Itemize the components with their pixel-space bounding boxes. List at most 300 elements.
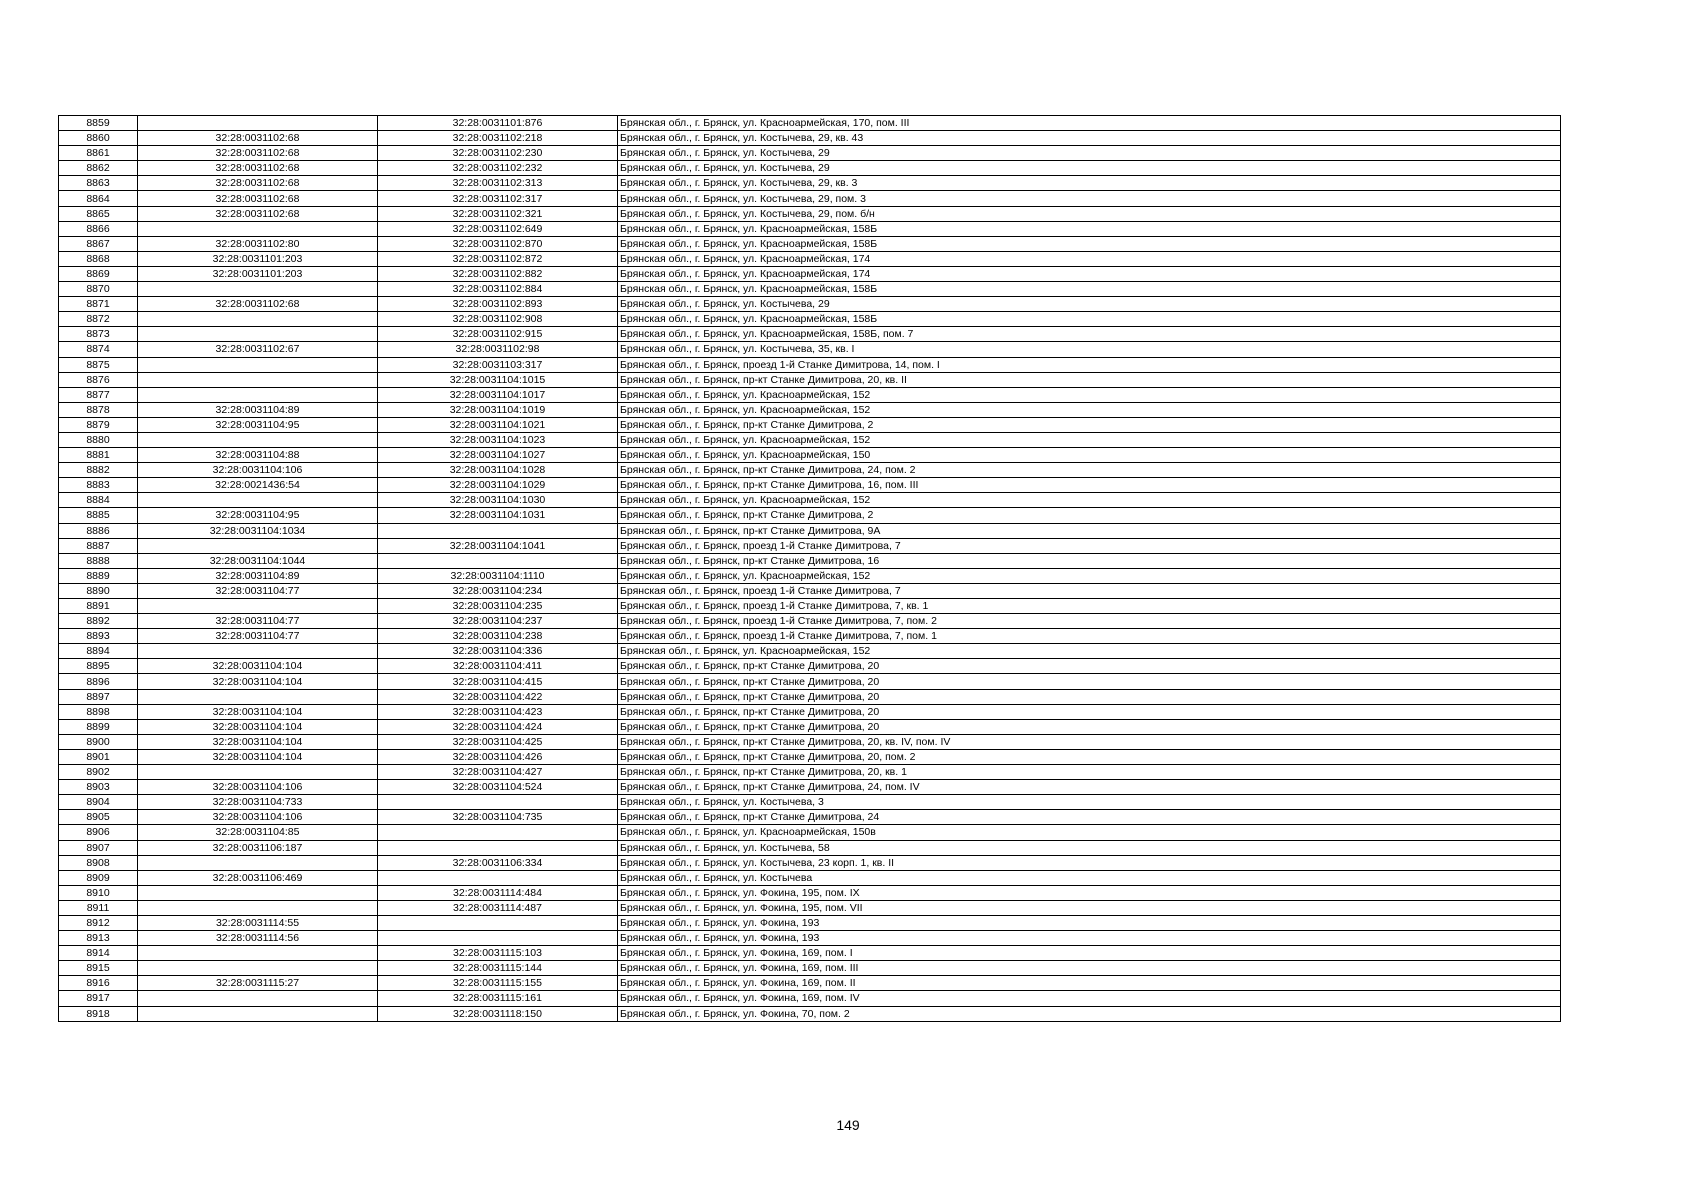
land-cadastral-number-cell: 32:28:0031102:68	[138, 161, 378, 176]
object-cadastral-number-cell: 32:28:0031102:884	[378, 282, 618, 297]
table-row	[59, 946, 1561, 961]
object-cadastral-number-cell: 32:28:0031102:218	[378, 131, 618, 146]
land-cadastral-number-cell	[138, 946, 378, 961]
row-number-cell: 8904	[59, 795, 138, 810]
object-cadastral-number-cell: 32:28:0031106:334	[378, 855, 618, 870]
address-cell: Брянская обл., г. Брянск, ул. Фокина, 169, пом. II	[618, 976, 1561, 991]
object-cadastral-number-cell	[378, 523, 618, 538]
table-row	[59, 991, 1561, 1006]
address-cell: Брянская обл., г. Брянск, ул. Костычева, 29, пом. б/н	[618, 206, 1561, 221]
address-cell: Брянская обл., г. Брянск, ул. Красноармейская, 158Б	[618, 221, 1561, 236]
row-number-cell: 8869	[59, 266, 138, 281]
land-cadastral-number-cell	[138, 387, 378, 402]
table-row	[59, 236, 1561, 251]
object-cadastral-number-cell: 32:28:0031115:103	[378, 946, 618, 961]
row-number-cell: 8874	[59, 342, 138, 357]
row-number-cell: 8909	[59, 870, 138, 885]
land-cadastral-number-cell	[138, 644, 378, 659]
table-row	[59, 931, 1561, 946]
address-cell: Брянская обл., г. Брянск, ул. Красноармейская, 152	[618, 432, 1561, 447]
object-cadastral-number-cell: 32:28:0031102:321	[378, 206, 618, 221]
address-cell: Брянская обл., г. Брянск, пр-кт Станке Димитрова, 20	[618, 689, 1561, 704]
object-cadastral-number-cell: 32:28:0031104:411	[378, 659, 618, 674]
address-cell: Брянская обл., г. Брянск, пр-кт Станке Димитрова, 24, пом. 2	[618, 463, 1561, 478]
row-number-cell: 8902	[59, 765, 138, 780]
row-number-cell: 8888	[59, 553, 138, 568]
row-number-cell: 8903	[59, 780, 138, 795]
address-cell: Брянская обл., г. Брянск, ул. Костычева, 29	[618, 146, 1561, 161]
table-row	[59, 357, 1561, 372]
table-row	[59, 568, 1561, 583]
address-cell: Брянская обл., г. Брянск, пр-кт Станке Димитрова, 16	[618, 553, 1561, 568]
address-cell: Брянская обл., г. Брянск, пр-кт Станке Димитрова, 24	[618, 810, 1561, 825]
row-number-cell: 8906	[59, 825, 138, 840]
address-cell: Брянская обл., г. Брянск, проезд 1-й Станке Димитрова, 7	[618, 583, 1561, 598]
address-cell: Брянская обл., г. Брянск, пр-кт Станке Димитрова, 20, кв. II	[618, 372, 1561, 387]
table-row	[59, 644, 1561, 659]
row-number-cell: 8898	[59, 704, 138, 719]
address-cell: Брянская обл., г. Брянск, ул. Красноармейская, 150	[618, 448, 1561, 463]
object-cadastral-number-cell	[378, 870, 618, 885]
land-cadastral-number-cell	[138, 1006, 378, 1021]
object-cadastral-number-cell: 32:28:0031104:1015	[378, 372, 618, 387]
row-number-cell: 8893	[59, 629, 138, 644]
object-cadastral-number-cell: 32:28:0031102:882	[378, 266, 618, 281]
address-cell: Брянская обл., г. Брянск, пр-кт Станке Димитрова, 20	[618, 719, 1561, 734]
object-cadastral-number-cell: 32:28:0031102:915	[378, 327, 618, 342]
row-number-cell: 8861	[59, 146, 138, 161]
object-cadastral-number-cell: 32:28:0031102:230	[378, 146, 618, 161]
table-row	[59, 508, 1561, 523]
address-cell: Брянская обл., г. Брянск, ул. Костычева, 29, пом. 3	[618, 191, 1561, 206]
object-cadastral-number-cell	[378, 931, 618, 946]
row-number-cell: 8892	[59, 614, 138, 629]
object-cadastral-number-cell: 32:28:0031102:98	[378, 342, 618, 357]
table-row	[59, 448, 1561, 463]
address-cell: Брянская обл., г. Брянск, ул. Красноармейская, 174	[618, 251, 1561, 266]
address-cell: Брянская обл., г. Брянск, проезд 1-й Станке Димитрова, 7, пом. 2	[618, 614, 1561, 629]
row-number-cell: 8911	[59, 900, 138, 915]
row-number-cell: 8870	[59, 282, 138, 297]
address-cell: Брянская обл., г. Брянск, проезд 1-й Станке Димитрова, 7, кв. 1	[618, 599, 1561, 614]
object-cadastral-number-cell: 32:28:0031104:735	[378, 810, 618, 825]
address-cell: Брянская обл., г. Брянск, ул. Фокина, 70, пом. 2	[618, 1006, 1561, 1021]
table-row	[59, 387, 1561, 402]
row-number-cell: 8873	[59, 327, 138, 342]
table-row	[59, 614, 1561, 629]
row-number-cell: 8917	[59, 991, 138, 1006]
land-cadastral-number-cell: 32:28:0031114:56	[138, 931, 378, 946]
land-cadastral-number-cell	[138, 991, 378, 1006]
row-number-cell: 8859	[59, 116, 138, 131]
land-cadastral-number-cell: 32:28:0031104:85	[138, 825, 378, 840]
address-cell: Брянская обл., г. Брянск, ул. Костычева, 29	[618, 297, 1561, 312]
table-row	[59, 629, 1561, 644]
address-cell: Брянская обл., г. Брянск, пр-кт Станке Димитрова, 24, пом. IV	[618, 780, 1561, 795]
address-cell: Брянская обл., г. Брянск, пр-кт Станке Димитрова, 20, кв. IV, пом. IV	[618, 734, 1561, 749]
object-cadastral-number-cell: 32:28:0031104:426	[378, 749, 618, 764]
object-cadastral-number-cell: 32:28:0031104:1028	[378, 463, 618, 478]
land-cadastral-number-cell: 32:28:0031104:104	[138, 719, 378, 734]
land-cadastral-number-cell: 32:28:0031104:104	[138, 704, 378, 719]
row-number-cell: 8867	[59, 236, 138, 251]
land-cadastral-number-cell	[138, 961, 378, 976]
address-cell: Брянская обл., г. Брянск, пр-кт Станке Димитрова, 20, пом. 2	[618, 749, 1561, 764]
registry-table-body	[59, 116, 1561, 1022]
row-number-cell: 8871	[59, 297, 138, 312]
row-number-cell: 8890	[59, 583, 138, 598]
address-cell: Брянская обл., г. Брянск, ул. Фокина, 193	[618, 915, 1561, 930]
land-cadastral-number-cell: 32:28:0031104:104	[138, 749, 378, 764]
table-row	[59, 372, 1561, 387]
object-cadastral-number-cell: 32:28:0031118:150	[378, 1006, 618, 1021]
object-cadastral-number-cell: 32:28:0031104:238	[378, 629, 618, 644]
object-cadastral-number-cell	[378, 795, 618, 810]
address-cell: Брянская обл., г. Брянск, проезд 1-й Станке Димитрова, 7, пом. 1	[618, 629, 1561, 644]
table-row	[59, 146, 1561, 161]
table-row	[59, 131, 1561, 146]
land-cadastral-number-cell	[138, 312, 378, 327]
object-cadastral-number-cell: 32:28:0031104:1027	[378, 448, 618, 463]
table-row	[59, 810, 1561, 825]
table-row	[59, 297, 1561, 312]
table-row	[59, 961, 1561, 976]
land-cadastral-number-cell: 32:28:0031104:1044	[138, 553, 378, 568]
land-cadastral-number-cell: 32:28:0031104:89	[138, 568, 378, 583]
table-row	[59, 478, 1561, 493]
table-row	[59, 116, 1561, 131]
object-cadastral-number-cell: 32:28:0031104:524	[378, 780, 618, 795]
table-row	[59, 900, 1561, 915]
object-cadastral-number-cell	[378, 915, 618, 930]
land-cadastral-number-cell: 32:28:0031115:27	[138, 976, 378, 991]
object-cadastral-number-cell: 32:28:0031104:422	[378, 689, 618, 704]
row-number-cell: 8897	[59, 689, 138, 704]
object-cadastral-number-cell: 32:28:0031114:484	[378, 885, 618, 900]
table-row	[59, 191, 1561, 206]
table-row	[59, 553, 1561, 568]
object-cadastral-number-cell: 32:28:0031115:155	[378, 976, 618, 991]
land-cadastral-number-cell: 32:28:0031102:67	[138, 342, 378, 357]
row-number-cell: 8914	[59, 946, 138, 961]
table-row	[59, 599, 1561, 614]
address-cell: Брянская обл., г. Брянск, ул. Красноармейская, 158Б	[618, 312, 1561, 327]
table-row	[59, 327, 1561, 342]
land-cadastral-number-cell	[138, 432, 378, 447]
object-cadastral-number-cell: 32:28:0031115:144	[378, 961, 618, 976]
address-cell: Брянская обл., г. Брянск, ул. Фокина, 169, пом. III	[618, 961, 1561, 976]
address-cell: Брянская обл., г. Брянск, пр-кт Станке Димитрова, 16, пом. III	[618, 478, 1561, 493]
row-number-cell: 8882	[59, 463, 138, 478]
row-number-cell: 8866	[59, 221, 138, 236]
address-cell: Брянская обл., г. Брянск, пр-кт Станке Димитрова, 20	[618, 659, 1561, 674]
object-cadastral-number-cell: 32:28:0031102:872	[378, 251, 618, 266]
table-row	[59, 795, 1561, 810]
object-cadastral-number-cell: 32:28:0031102:649	[378, 221, 618, 236]
table-row	[59, 432, 1561, 447]
row-number-cell: 8864	[59, 191, 138, 206]
row-number-cell: 8879	[59, 417, 138, 432]
address-cell: Брянская обл., г. Брянск, ул. Красноармейская, 152	[618, 493, 1561, 508]
land-cadastral-number-cell	[138, 372, 378, 387]
table-row	[59, 206, 1561, 221]
land-cadastral-number-cell: 32:28:0031102:80	[138, 236, 378, 251]
land-cadastral-number-cell	[138, 221, 378, 236]
address-cell: Брянская обл., г. Брянск, ул. Красноармейская, 158Б	[618, 282, 1561, 297]
object-cadastral-number-cell: 32:28:0031104:423	[378, 704, 618, 719]
address-cell: Брянская обл., г. Брянск, ул. Красноармейская, 158Б	[618, 236, 1561, 251]
object-cadastral-number-cell: 32:28:0031102:870	[378, 236, 618, 251]
land-cadastral-number-cell: 32:28:0031104:104	[138, 734, 378, 749]
row-number-cell: 8894	[59, 644, 138, 659]
table-row	[59, 885, 1561, 900]
address-cell: Брянская обл., г. Брянск, ул. Костычева, 29, кв. 3	[618, 176, 1561, 191]
address-cell: Брянская обл., г. Брянск, проезд 1-й Станке Димитрова, 14, пом. I	[618, 357, 1561, 372]
land-cadastral-number-cell: 32:28:0031102:68	[138, 206, 378, 221]
page-number: 149	[836, 1117, 860, 1133]
row-number-cell: 8881	[59, 448, 138, 463]
land-cadastral-number-cell: 32:28:0031102:68	[138, 297, 378, 312]
address-cell: Брянская обл., г. Брянск, пр-кт Станке Димитрова, 20, кв. 1	[618, 765, 1561, 780]
row-number-cell: 8896	[59, 674, 138, 689]
land-cadastral-number-cell: 32:28:0031101:203	[138, 266, 378, 281]
table-row	[59, 176, 1561, 191]
address-cell: Брянская обл., г. Брянск, ул. Костычева	[618, 870, 1561, 885]
table-row	[59, 463, 1561, 478]
object-cadastral-number-cell: 32:28:0031104:1041	[378, 538, 618, 553]
address-cell: Брянская обл., г. Брянск, ул. Красноармейская, 158Б, пом. 7	[618, 327, 1561, 342]
address-cell: Брянская обл., г. Брянск, ул. Костычева, 23 корп. 1, кв. II	[618, 855, 1561, 870]
table-row	[59, 312, 1561, 327]
row-number-cell: 8880	[59, 432, 138, 447]
land-cadastral-number-cell	[138, 900, 378, 915]
land-cadastral-number-cell	[138, 357, 378, 372]
object-cadastral-number-cell: 32:28:0031104:237	[378, 614, 618, 629]
land-cadastral-number-cell	[138, 765, 378, 780]
table-row	[59, 523, 1561, 538]
object-cadastral-number-cell: 32:28:0031104:235	[378, 599, 618, 614]
address-cell: Брянская обл., г. Брянск, пр-кт Станке Димитрова, 9А	[618, 523, 1561, 538]
row-number-cell: 8883	[59, 478, 138, 493]
land-cadastral-number-cell: 32:28:0031102:68	[138, 191, 378, 206]
land-cadastral-number-cell: 32:28:0031104:95	[138, 508, 378, 523]
table-row	[59, 765, 1561, 780]
row-number-cell: 8885	[59, 508, 138, 523]
table-row	[59, 583, 1561, 598]
row-number-cell: 8915	[59, 961, 138, 976]
land-cadastral-number-cell	[138, 538, 378, 553]
row-number-cell: 8876	[59, 372, 138, 387]
address-cell: Брянская обл., г. Брянск, ул. Фокина, 195, пом. IX	[618, 885, 1561, 900]
land-cadastral-number-cell: 32:28:0031114:55	[138, 915, 378, 930]
table-row	[59, 402, 1561, 417]
land-cadastral-number-cell: 32:28:0031104:1034	[138, 523, 378, 538]
object-cadastral-number-cell: 32:28:0031102:317	[378, 191, 618, 206]
address-cell: Брянская обл., г. Брянск, ул. Фокина, 193	[618, 931, 1561, 946]
table-row	[59, 674, 1561, 689]
row-number-cell: 8908	[59, 855, 138, 870]
row-number-cell: 8901	[59, 749, 138, 764]
row-number-cell: 8878	[59, 402, 138, 417]
row-number-cell: 8907	[59, 840, 138, 855]
row-number-cell: 8887	[59, 538, 138, 553]
object-cadastral-number-cell: 32:28:0031114:487	[378, 900, 618, 915]
address-cell: Брянская обл., г. Брянск, ул. Красноармейская, 152	[618, 402, 1561, 417]
row-number-cell: 8913	[59, 931, 138, 946]
row-number-cell: 8912	[59, 915, 138, 930]
table-row	[59, 825, 1561, 840]
object-cadastral-number-cell: 32:28:0031115:161	[378, 991, 618, 1006]
address-cell: Брянская обл., г. Брянск, ул. Красноармейская, 170, пом. III	[618, 116, 1561, 131]
land-cadastral-number-cell: 32:28:0021436:54	[138, 478, 378, 493]
table-row	[59, 417, 1561, 432]
object-cadastral-number-cell	[378, 840, 618, 855]
row-number-cell: 8872	[59, 312, 138, 327]
address-cell: Брянская обл., г. Брянск, пр-кт Станке Димитрова, 20	[618, 704, 1561, 719]
object-cadastral-number-cell	[378, 553, 618, 568]
row-number-cell: 8886	[59, 523, 138, 538]
table-row	[59, 266, 1561, 281]
object-cadastral-number-cell: 32:28:0031104:1030	[378, 493, 618, 508]
object-cadastral-number-cell: 32:28:0031104:427	[378, 765, 618, 780]
land-cadastral-number-cell: 32:28:0031104:733	[138, 795, 378, 810]
table-row	[59, 840, 1561, 855]
land-cadastral-number-cell	[138, 599, 378, 614]
land-cadastral-number-cell: 32:28:0031102:68	[138, 131, 378, 146]
row-number-cell: 8889	[59, 568, 138, 583]
table-row	[59, 161, 1561, 176]
land-cadastral-number-cell: 32:28:0031106:187	[138, 840, 378, 855]
row-number-cell: 8868	[59, 251, 138, 266]
address-cell: Брянская обл., г. Брянск, ул. Красноармейская, 152	[618, 644, 1561, 659]
table-row	[59, 734, 1561, 749]
land-cadastral-number-cell: 32:28:0031104:106	[138, 810, 378, 825]
address-cell: Брянская обл., г. Брянск, ул. Костычева, 29, кв. 43	[618, 131, 1561, 146]
land-cadastral-number-cell: 32:28:0031104:104	[138, 659, 378, 674]
table-row	[59, 251, 1561, 266]
object-cadastral-number-cell: 32:28:0031104:1019	[378, 402, 618, 417]
object-cadastral-number-cell: 32:28:0031102:313	[378, 176, 618, 191]
address-cell: Брянская обл., г. Брянск, ул. Костычева, 3	[618, 795, 1561, 810]
object-cadastral-number-cell: 32:28:0031104:1021	[378, 417, 618, 432]
land-cadastral-number-cell: 32:28:0031102:68	[138, 176, 378, 191]
row-number-cell: 8877	[59, 387, 138, 402]
address-cell: Брянская обл., г. Брянск, ул. Красноармейская, 152	[618, 387, 1561, 402]
row-number-cell: 8863	[59, 176, 138, 191]
table-row	[59, 538, 1561, 553]
table-row	[59, 221, 1561, 236]
object-cadastral-number-cell: 32:28:0031102:893	[378, 297, 618, 312]
address-cell: Брянская обл., г. Брянск, ул. Красноармейская, 152	[618, 568, 1561, 583]
land-cadastral-number-cell	[138, 493, 378, 508]
object-cadastral-number-cell: 32:28:0031104:1017	[378, 387, 618, 402]
address-cell: Брянская обл., г. Брянск, ул. Фокина, 195, пом. VII	[618, 900, 1561, 915]
object-cadastral-number-cell: 32:28:0031104:1029	[378, 478, 618, 493]
row-number-cell: 8865	[59, 206, 138, 221]
object-cadastral-number-cell: 32:28:0031104:336	[378, 644, 618, 659]
table-row	[59, 915, 1561, 930]
object-cadastral-number-cell: 32:28:0031103:317	[378, 357, 618, 372]
table-row	[59, 780, 1561, 795]
row-number-cell: 8875	[59, 357, 138, 372]
address-cell: Брянская обл., г. Брянск, ул. Костычева, 35, кв. I	[618, 342, 1561, 357]
land-cadastral-number-cell	[138, 116, 378, 131]
table-row	[59, 749, 1561, 764]
land-cadastral-number-cell: 32:28:0031104:77	[138, 629, 378, 644]
row-number-cell: 8891	[59, 599, 138, 614]
address-cell: Брянская обл., г. Брянск, ул. Костычева, 29	[618, 161, 1561, 176]
object-cadastral-number-cell: 32:28:0031104:415	[378, 674, 618, 689]
address-cell: Брянская обл., г. Брянск, ул. Красноармейская, 150в	[618, 825, 1561, 840]
address-cell: Брянская обл., г. Брянск, ул. Костычева, 58	[618, 840, 1561, 855]
object-cadastral-number-cell: 32:28:0031104:1110	[378, 568, 618, 583]
address-cell: Брянская обл., г. Брянск, пр-кт Станке Димитрова, 20	[618, 674, 1561, 689]
row-number-cell: 8884	[59, 493, 138, 508]
row-number-cell: 8862	[59, 161, 138, 176]
land-cadastral-number-cell: 32:28:0031104:88	[138, 448, 378, 463]
row-number-cell: 8910	[59, 885, 138, 900]
row-number-cell: 8899	[59, 719, 138, 734]
table-row	[59, 342, 1561, 357]
table-row	[59, 704, 1561, 719]
object-cadastral-number-cell: 32:28:0031104:1023	[378, 432, 618, 447]
row-number-cell: 8860	[59, 131, 138, 146]
table-row	[59, 719, 1561, 734]
land-cadastral-number-cell: 32:28:0031104:77	[138, 583, 378, 598]
table-row	[59, 1006, 1561, 1021]
address-cell: Брянская обл., г. Брянск, ул. Красноармейская, 174	[618, 266, 1561, 281]
land-cadastral-number-cell: 32:28:0031102:68	[138, 146, 378, 161]
object-cadastral-number-cell: 32:28:0031102:908	[378, 312, 618, 327]
object-cadastral-number-cell: 32:28:0031104:1031	[378, 508, 618, 523]
land-cadastral-number-cell	[138, 689, 378, 704]
row-number-cell: 8900	[59, 734, 138, 749]
land-cadastral-number-cell: 32:28:0031101:203	[138, 251, 378, 266]
address-cell: Брянская обл., г. Брянск, пр-кт Станке Димитрова, 2	[618, 508, 1561, 523]
table-row	[59, 282, 1561, 297]
registry-table	[58, 115, 1561, 1022]
address-cell: Брянская обл., г. Брянск, ул. Фокина, 169, пом. IV	[618, 991, 1561, 1006]
object-cadastral-number-cell: 32:28:0031104:424	[378, 719, 618, 734]
object-cadastral-number-cell: 32:28:0031102:232	[378, 161, 618, 176]
row-number-cell: 8918	[59, 1006, 138, 1021]
row-number-cell: 8916	[59, 976, 138, 991]
land-cadastral-number-cell	[138, 282, 378, 297]
land-cadastral-number-cell: 32:28:0031104:106	[138, 780, 378, 795]
table-row	[59, 870, 1561, 885]
address-cell: Брянская обл., г. Брянск, пр-кт Станке Димитрова, 2	[618, 417, 1561, 432]
table-row	[59, 689, 1561, 704]
object-cadastral-number-cell: 32:28:0031104:425	[378, 734, 618, 749]
land-cadastral-number-cell: 32:28:0031104:95	[138, 417, 378, 432]
land-cadastral-number-cell: 32:28:0031104:89	[138, 402, 378, 417]
table-row	[59, 659, 1561, 674]
object-cadastral-number-cell: 32:28:0031101:876	[378, 116, 618, 131]
table-row	[59, 493, 1561, 508]
row-number-cell: 8895	[59, 659, 138, 674]
address-cell: Брянская обл., г. Брянск, ул. Фокина, 169, пом. I	[618, 946, 1561, 961]
address-cell: Брянская обл., г. Брянск, проезд 1-й Станке Димитрова, 7	[618, 538, 1561, 553]
land-cadastral-number-cell	[138, 855, 378, 870]
land-cadastral-number-cell	[138, 885, 378, 900]
land-cadastral-number-cell: 32:28:0031104:104	[138, 674, 378, 689]
object-cadastral-number-cell: 32:28:0031104:234	[378, 583, 618, 598]
row-number-cell: 8905	[59, 810, 138, 825]
land-cadastral-number-cell: 32:28:0031104:77	[138, 614, 378, 629]
table-row	[59, 855, 1561, 870]
table-row	[59, 976, 1561, 991]
object-cadastral-number-cell	[378, 825, 618, 840]
